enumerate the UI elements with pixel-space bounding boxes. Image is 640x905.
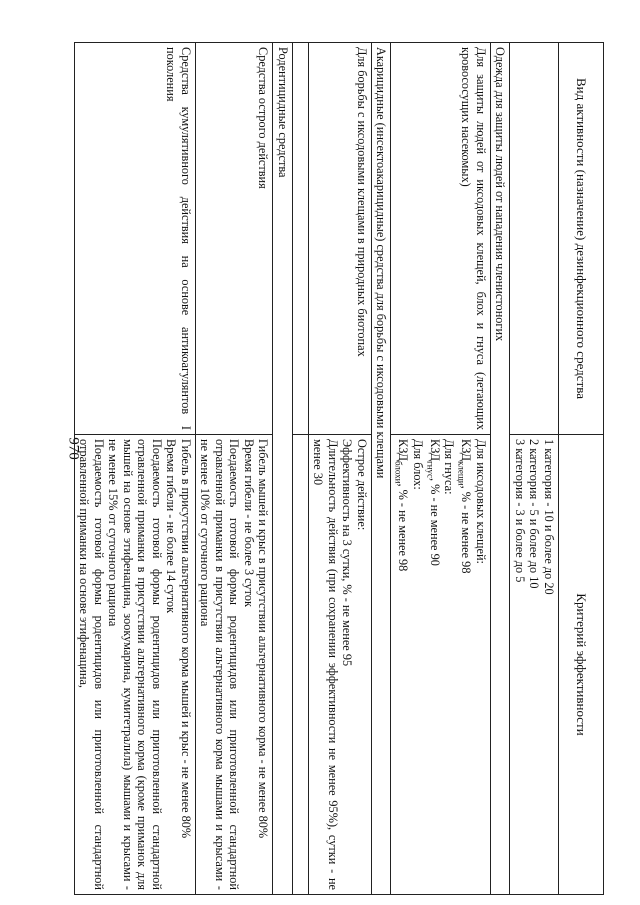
acaricides-activity-cell: Для борьбы с иксодовыми клещами в природных биотопах bbox=[308, 43, 371, 435]
table-row-acute bbox=[195, 43, 273, 895]
cumulative-line-4: Поедаемость готовой формы родентицидов или приготовленной стандартной отравленной приманки на основе этифенацина, bbox=[77, 439, 106, 890]
table-row-cumulative bbox=[74, 43, 195, 895]
cumulative-criteria-cell bbox=[74, 435, 195, 895]
header-efficacy-criterion: Критерий эффективности bbox=[559, 435, 604, 895]
acaricides-line-1: Острое действие: bbox=[354, 439, 369, 531]
table-header-row bbox=[559, 43, 604, 895]
rotated-table-wrapper bbox=[77, 42, 604, 894]
page-number: 970 bbox=[65, 437, 82, 460]
section-row-rodenticides bbox=[273, 43, 293, 895]
gnus-criterion: $КЗД_{гнус}$, % - не менее 90 bbox=[425, 439, 442, 566]
table-row-categories bbox=[510, 43, 559, 895]
section-heading-clothing: Одежда для защиты людей от нападения членистоногих bbox=[491, 43, 511, 895]
ticks-title: Для иксодовых клещей: bbox=[474, 439, 488, 564]
cumulative-line-3: Поедаемость готовой формы родентицидов или приготовленной стандартной отравленной приманки в присутствии альтернативного корма (кроме приманок для мышей на основе этифенацина, зоокумарина, кумитетралила) мышами и крысами - не менее 15% от суточного рациона bbox=[106, 439, 164, 890]
fleas-criterion: $КЗД_{блохи}$, % - не менее 98 bbox=[393, 439, 411, 572]
acaricides-criteria-cell bbox=[308, 435, 371, 895]
category-line-2: 2 категория - 5 и более до 10 bbox=[527, 439, 542, 589]
table-row-acaricides bbox=[308, 43, 371, 895]
acute-criteria-cell bbox=[195, 435, 273, 895]
empty-cell-left bbox=[292, 43, 308, 435]
clothing-criteria-cell bbox=[391, 435, 491, 895]
header-activity-type: Вид активности (назначение) дезинфекционного средства bbox=[559, 43, 604, 435]
gnus-title: Для гнуса: bbox=[442, 439, 457, 495]
table-row-empty bbox=[292, 43, 308, 895]
acaricides-line-2: Эффективность на 3 сутки, % - не менее 95 bbox=[340, 439, 355, 667]
cumulative-activity-cell: Средства кумулятивного действия на основе антикоагулянтов I поколения bbox=[74, 43, 195, 435]
efficacy-criteria-table bbox=[74, 42, 604, 895]
categories-criteria-cell bbox=[510, 435, 559, 895]
clothing-activity-cell: Для защиты людей от иксодовых клещей, блох и гнуса (летающих кровососущих насекомых) bbox=[391, 43, 491, 435]
acute-line-1: Гибель мышей и крыс в присутствии альтернативного корма - не менее 80% bbox=[256, 439, 271, 839]
cumulative-line-1: Гибель в присутствии альтернативного корма мышей и крыс - не менее 80% bbox=[178, 439, 193, 839]
section-heading-rodenticides: Родентицидные средства bbox=[273, 43, 293, 895]
acaricides-line-3: Длительность действия (при сохранении эффективности не менее 95%), сутки - не менее 30 bbox=[311, 439, 340, 890]
category-line-1: 1 категория - 10 и более до 20 bbox=[542, 439, 556, 595]
rotated-table-content bbox=[77, 42, 604, 894]
cumulative-line-2: Время гибели - не более 14 суток bbox=[164, 439, 179, 614]
categories-activity-cell bbox=[510, 43, 559, 435]
section-row-acaricides bbox=[371, 43, 391, 895]
acute-line-3: Поедаемость готовой формы родентицидов или приготовленной стандартной отравленной приманки в присутствии альтернативного корма мышами и крысами - не менее 10% от суточного рациона bbox=[198, 439, 242, 890]
ticks-criterion: $КЗД_{клещи}$, % - не менее 98 bbox=[457, 439, 474, 574]
table-row-clothing bbox=[391, 43, 491, 895]
section-row-clothing bbox=[491, 43, 511, 895]
acute-activity-cell: Средства острого действия bbox=[195, 43, 273, 435]
empty-cell-right bbox=[292, 435, 308, 895]
section-heading-acaricides: Акарицидные (инсектоакарицидные) средства для борьбы с иксодовыми клещами bbox=[371, 43, 391, 895]
acute-line-2: Время гибели - не более 3 суток bbox=[241, 439, 256, 607]
category-line-3: 3 категория - 3 и более до 5 bbox=[513, 439, 527, 583]
fleas-title: Для блох: bbox=[410, 439, 425, 490]
